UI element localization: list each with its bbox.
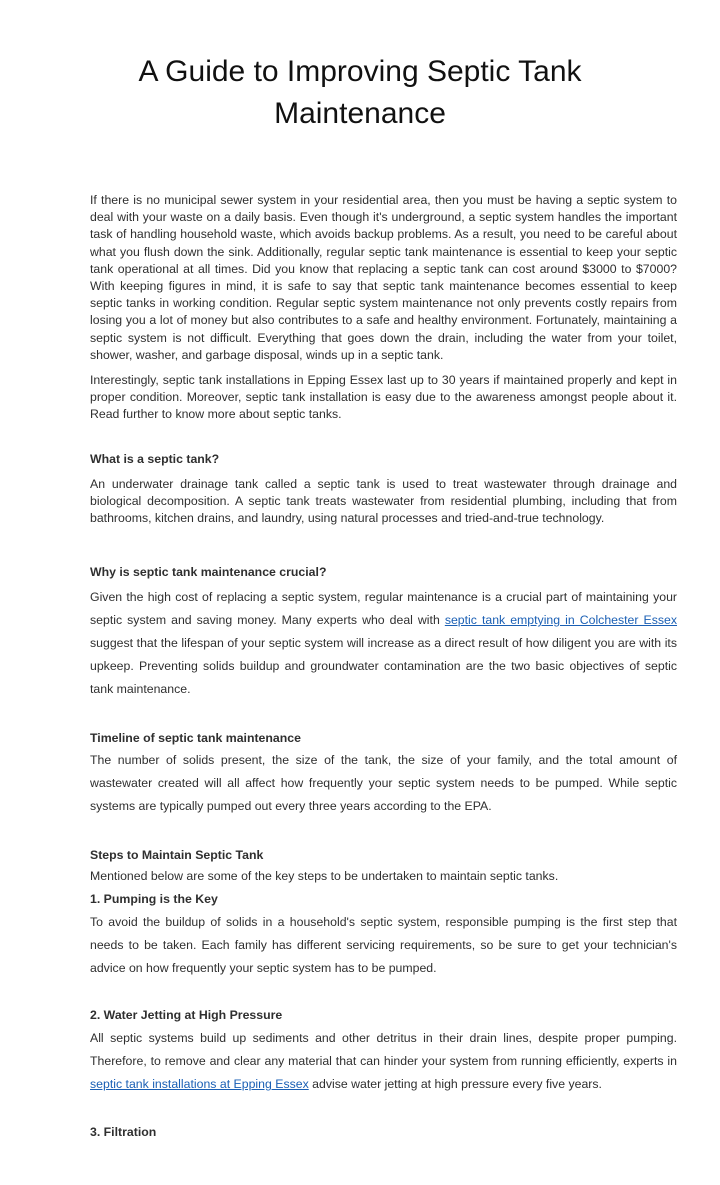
- step-1-heading: 1. Pumping is the Key: [90, 892, 218, 906]
- intro-paragraph-1: If there is no municipal sewer system in your residential area, then you must be having a septic system to deal with your waste on a daily basis. Even though it's underground, a septic system handles the important task of handling household waste, which avoids backup problems. As a result, you need to be careful about what you flush down the sink. Additionally, regular septic tank maintenance is essential to keep your septic tank operational at all times. Did you know that replacing a septic tank can cost around $3000 to $7000? With keeping figures in mind, it is safe to say that septic tank maintenance becomes essential to keep septic tanks in working condition. Regular septic system maintenance not only prevents costly repairs from losing you a lot of money but also contributes to a safe and healthy environment. Fortunately, maintaining a septic system is not difficult. Everything that goes down the drain, including the water from your toilet, shower, washer, and garbage disposal, winds up in a septic tank.: [90, 193, 677, 362]
- why-text-after: suggest that the lifespan of your septic system will increase as a direct result of how diligent you are with its upkeep. Preventing solids buildup and groundwater contamination are the two basic objectives of septic tank maintenance.: [90, 636, 677, 697]
- section-heading-steps: Steps to Maintain Septic Tank: [90, 848, 264, 862]
- step-2-heading: 2. Water Jetting at High Pressure: [90, 1008, 283, 1022]
- section-body-what: An underwater drainage tank called a septic tank is used to treat wastewater through drainage and biological decomposition. A septic tank treats wastewater from residential plumbing, including that from bathrooms, kitchen drains, and laundry, using natural processes and tried-and-true technology.: [90, 477, 677, 526]
- section-heading-what: What is a septic tank?: [90, 452, 220, 466]
- step-2-text-before: All septic systems build up sediments and other detritus in their drain lines, despite proper pumping. Therefore, to remove and clear any material that can hinder your system from running efficiently, experts in: [90, 1031, 677, 1069]
- section-heading-why: Why is septic tank maintenance crucial?: [90, 565, 327, 579]
- why-text-before: Given the high cost of replacing a septic system, regular maintenance is a crucial part of maintaining your septic system and saving money. Many experts who deal with: [90, 590, 677, 628]
- step-1-body: To avoid the buildup of solids in a household's septic system, responsible pumping is the first step that needs to be taken. Each family has different servicing requirements, so be sure to get your technician's advice on how frequently your septic system has to be pumped.: [90, 915, 677, 976]
- intro-paragraph-2: Interestingly, septic tank installations in Epping Essex last up to 30 years if maintained properly and kept in proper condition. Moreover, septic tank installation is easy due to the awareness amongst people about it. Read further to know more about septic tanks.: [90, 373, 677, 422]
- septic-emptying-colchester-link[interactable]: septic tank emptying in Colchester Essex: [444, 613, 678, 628]
- section-body-timeline: The number of solids present, the size of the tank, the size of your family, and the total amount of wastewater created will all affect how frequently your septic system needs to be pumped. While septic systems are typically pumped out every three years according to the EPA.: [90, 753, 677, 814]
- septic-installations-epping-link[interactable]: septic tank installations at Epping Essex: [90, 1077, 309, 1092]
- section-body-why: [90, 586, 677, 701]
- section-heading-timeline: Timeline of septic tank maintenance: [90, 731, 301, 745]
- steps-intro: Mentioned below are some of the key steps to be undertaken to maintain septic tanks.: [90, 869, 559, 883]
- page-title: A Guide to Improving Septic Tank Maintenance: [138, 55, 582, 130]
- step-3-heading: 3. Filtration: [90, 1125, 157, 1139]
- step-2-text-after: advise water jetting at high pressure every five years.: [308, 1077, 602, 1092]
- step-2-body: [90, 1027, 677, 1096]
